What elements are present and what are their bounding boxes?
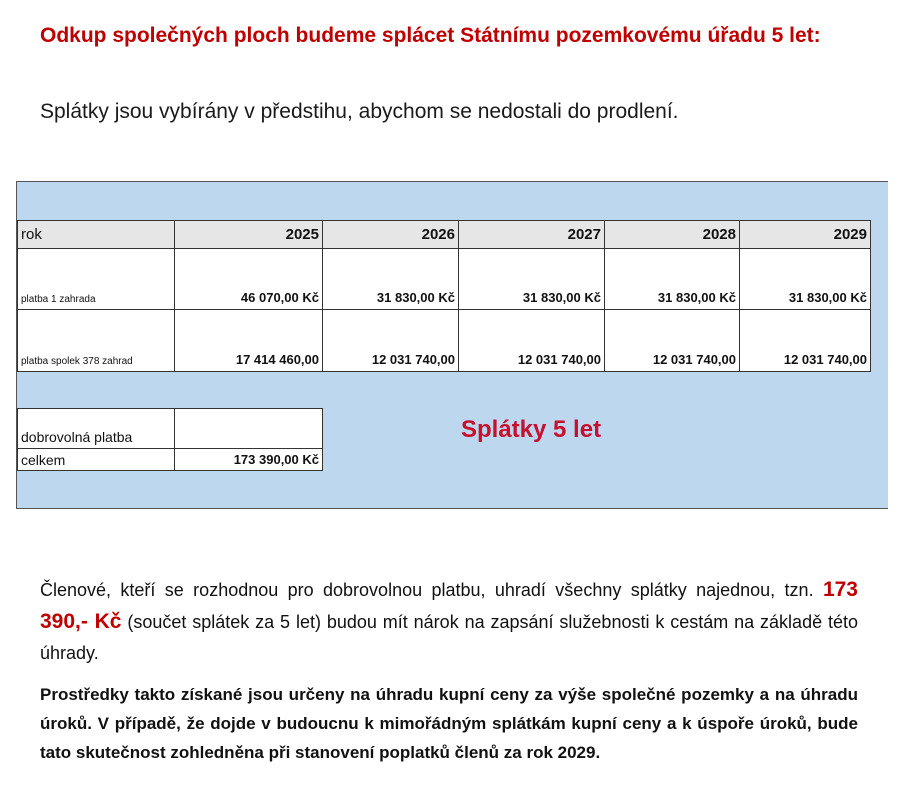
table-row bbox=[18, 249, 871, 310]
page-subtitle: Splátky jsou vybírány v předstihu, abychom se nedostali do prodlení. bbox=[40, 100, 679, 123]
value-cell: 31 830,00 Kč bbox=[740, 249, 871, 310]
value-cell: 12 031 740,00 bbox=[323, 310, 459, 372]
total-value: 173 390,00 Kč bbox=[175, 449, 323, 471]
table-header-row bbox=[18, 221, 871, 249]
paragraph-voluntary-payment bbox=[40, 574, 858, 669]
page-heading: Odkup společných ploch budeme splácet Státnímu pozemkovému úřadu 5 let: bbox=[40, 24, 821, 47]
value-cell: 46 070,00 Kč bbox=[175, 249, 323, 310]
year-cell: 2026 bbox=[323, 221, 459, 249]
value-cell: 31 830,00 Kč bbox=[605, 249, 740, 310]
row-label: platba spolek 378 zahrad bbox=[18, 310, 175, 372]
voluntary-label: dobrovolná platba bbox=[18, 409, 175, 449]
paragraph-funds-use: Prostředky takto získané jsou určeny na úhradu kupní ceny za výše společné pozemky a na úhradu úroků. V případě, že dojde v budoucnu k mimořádným splátkám kupní ceny a k úspoře úroků, bude tato skutečnost zohledněna při stanovení poplatků členů za rok 2029. bbox=[40, 685, 858, 762]
header-label: rok bbox=[18, 221, 175, 249]
year-cell: 2027 bbox=[459, 221, 605, 249]
row-label: platba 1 zahrada bbox=[18, 249, 175, 310]
year-cell: 2029 bbox=[740, 221, 871, 249]
value-cell: 31 830,00 Kč bbox=[323, 249, 459, 310]
payment-schedule-panel bbox=[16, 181, 888, 509]
voluntary-row bbox=[18, 409, 323, 449]
table-row bbox=[18, 310, 871, 372]
installments-label: Splátky 5 let bbox=[461, 416, 602, 443]
highlight-amount: 173 390,- Kč bbox=[40, 578, 858, 633]
summary-table bbox=[17, 408, 323, 471]
value-cell: 12 031 740,00 bbox=[740, 310, 871, 372]
value-cell: 12 031 740,00 bbox=[459, 310, 605, 372]
year-cell: 2028 bbox=[605, 221, 740, 249]
payment-table bbox=[17, 220, 871, 372]
year-cell: 2025 bbox=[175, 221, 323, 249]
total-row bbox=[18, 449, 323, 471]
value-cell: 31 830,00 Kč bbox=[459, 249, 605, 310]
value-cell: 12 031 740,00 bbox=[605, 310, 740, 372]
paragraph1-after: (součet splátek za 5 let) budou mít nárok na zapsání služebnosti k cestám na základě této úhrady. bbox=[40, 612, 858, 663]
total-label: celkem bbox=[18, 449, 175, 471]
voluntary-value bbox=[175, 409, 323, 449]
value-cell: 17 414 460,00 bbox=[175, 310, 323, 372]
paragraph1-before: Členové, kteří se rozhodnou pro dobrovolnou platbu, uhradí všechny splátky najednou, tzn. bbox=[40, 580, 823, 600]
